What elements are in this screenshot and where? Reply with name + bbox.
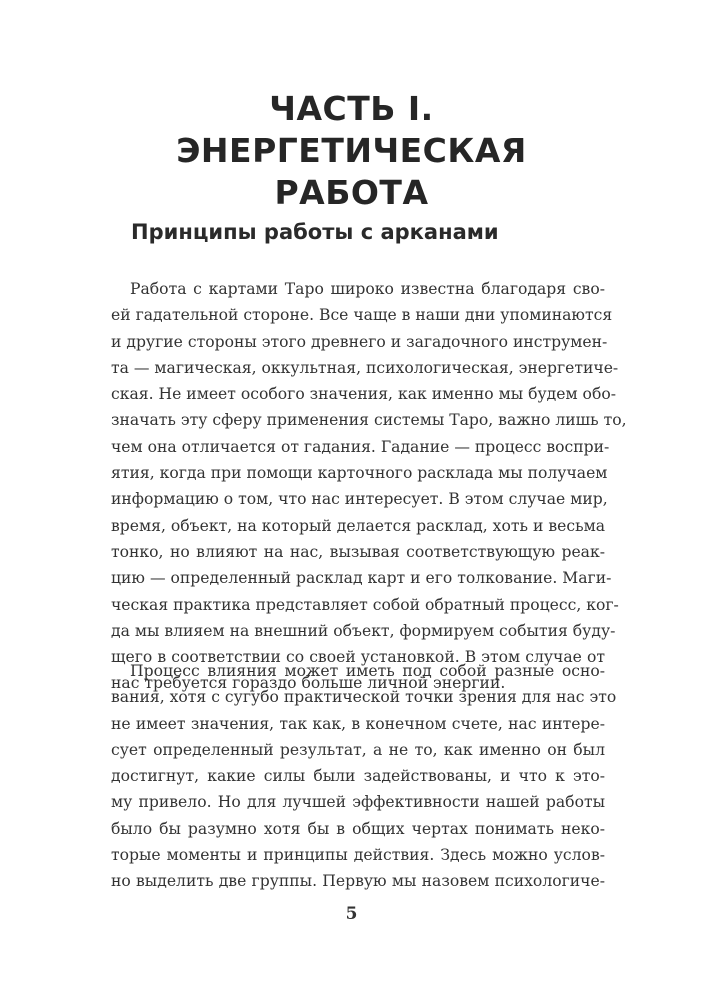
text-line: ятия, когда при помощи карточного расклада мы получаем (111, 464, 608, 483)
chapter-title-line: РАБОТА (274, 173, 429, 212)
paragraph (111, 276, 627, 697)
text-line: сует определенный результат, а не то, как именно он был (111, 740, 605, 759)
text-line: ческая практика представляет собой обратный процесс, ког- (111, 595, 619, 614)
text-line: не имеет значения, так как, в конечном счете, нас интере- (111, 714, 605, 733)
text-line: ей гадательной стороне. Все чаще в наши дни упоминаются (111, 306, 613, 325)
chapter-title-line: ЭНЕРГЕТИЧЕСКАЯ (176, 131, 527, 170)
text-line: тонко, но влияют на нас, вызывая соответствующую реак- (111, 542, 605, 561)
chapter-title (0, 88, 703, 214)
text-line: та — магическая, оккультная, психологическая, энергетиче- (111, 358, 619, 377)
text-line: нас требуется гораздо больше личной энергии. (111, 674, 506, 693)
chapter-title-line: ЧАСТЬ I. (269, 89, 434, 128)
text-line: но выделить две группы. Первую мы назовем психологиче- (111, 872, 605, 891)
text-line: торые моменты и принципы действия. Здесь можно услов- (111, 846, 605, 865)
page-number: 5 (345, 904, 358, 924)
text-line: значать эту сферу применения системы Таро, важно лишь то, (111, 411, 627, 430)
text-line: время, объект, на который делается расклад, хоть и весьма (111, 516, 605, 535)
section-title: Принципы работы с арканами (131, 220, 499, 244)
text-line: цию — определенный расклад карт и его толкование. Маги- (111, 569, 612, 588)
text-line: Процесс влияния может иметь под собой разные осно- (130, 662, 605, 680)
text-line: да мы влияем на внешний объект, формируем события буду- (111, 621, 616, 640)
text-line: информацию о том, что нас интересует. В этом случае мир, (111, 490, 608, 509)
text-line: му привело. Но для лучшей эффективности нашей работы (111, 793, 605, 812)
text-line: чем она отличается от гадания. Гадание — процесс воспри- (111, 437, 610, 456)
text-line: вания, хотя с сугубо практической точки зрения для нас это (111, 688, 617, 707)
text-line: достигнут, какие силы были задействованы, и что к это- (111, 767, 605, 786)
text-line: Работа с картами Таро широко известна благодаря сво- (130, 280, 605, 298)
paragraph (111, 658, 617, 895)
text-line: было бы разумно хотя бы в общих чертах понимать неко- (111, 819, 605, 838)
text-line: ская. Не имеет особого значения, как именно мы будем обо- (111, 385, 616, 404)
text-line: и другие стороны этого древнего и загадочного инструмен- (111, 332, 608, 351)
text-line: щего в соответствии со своей установкой. В этом случае от (111, 648, 605, 667)
